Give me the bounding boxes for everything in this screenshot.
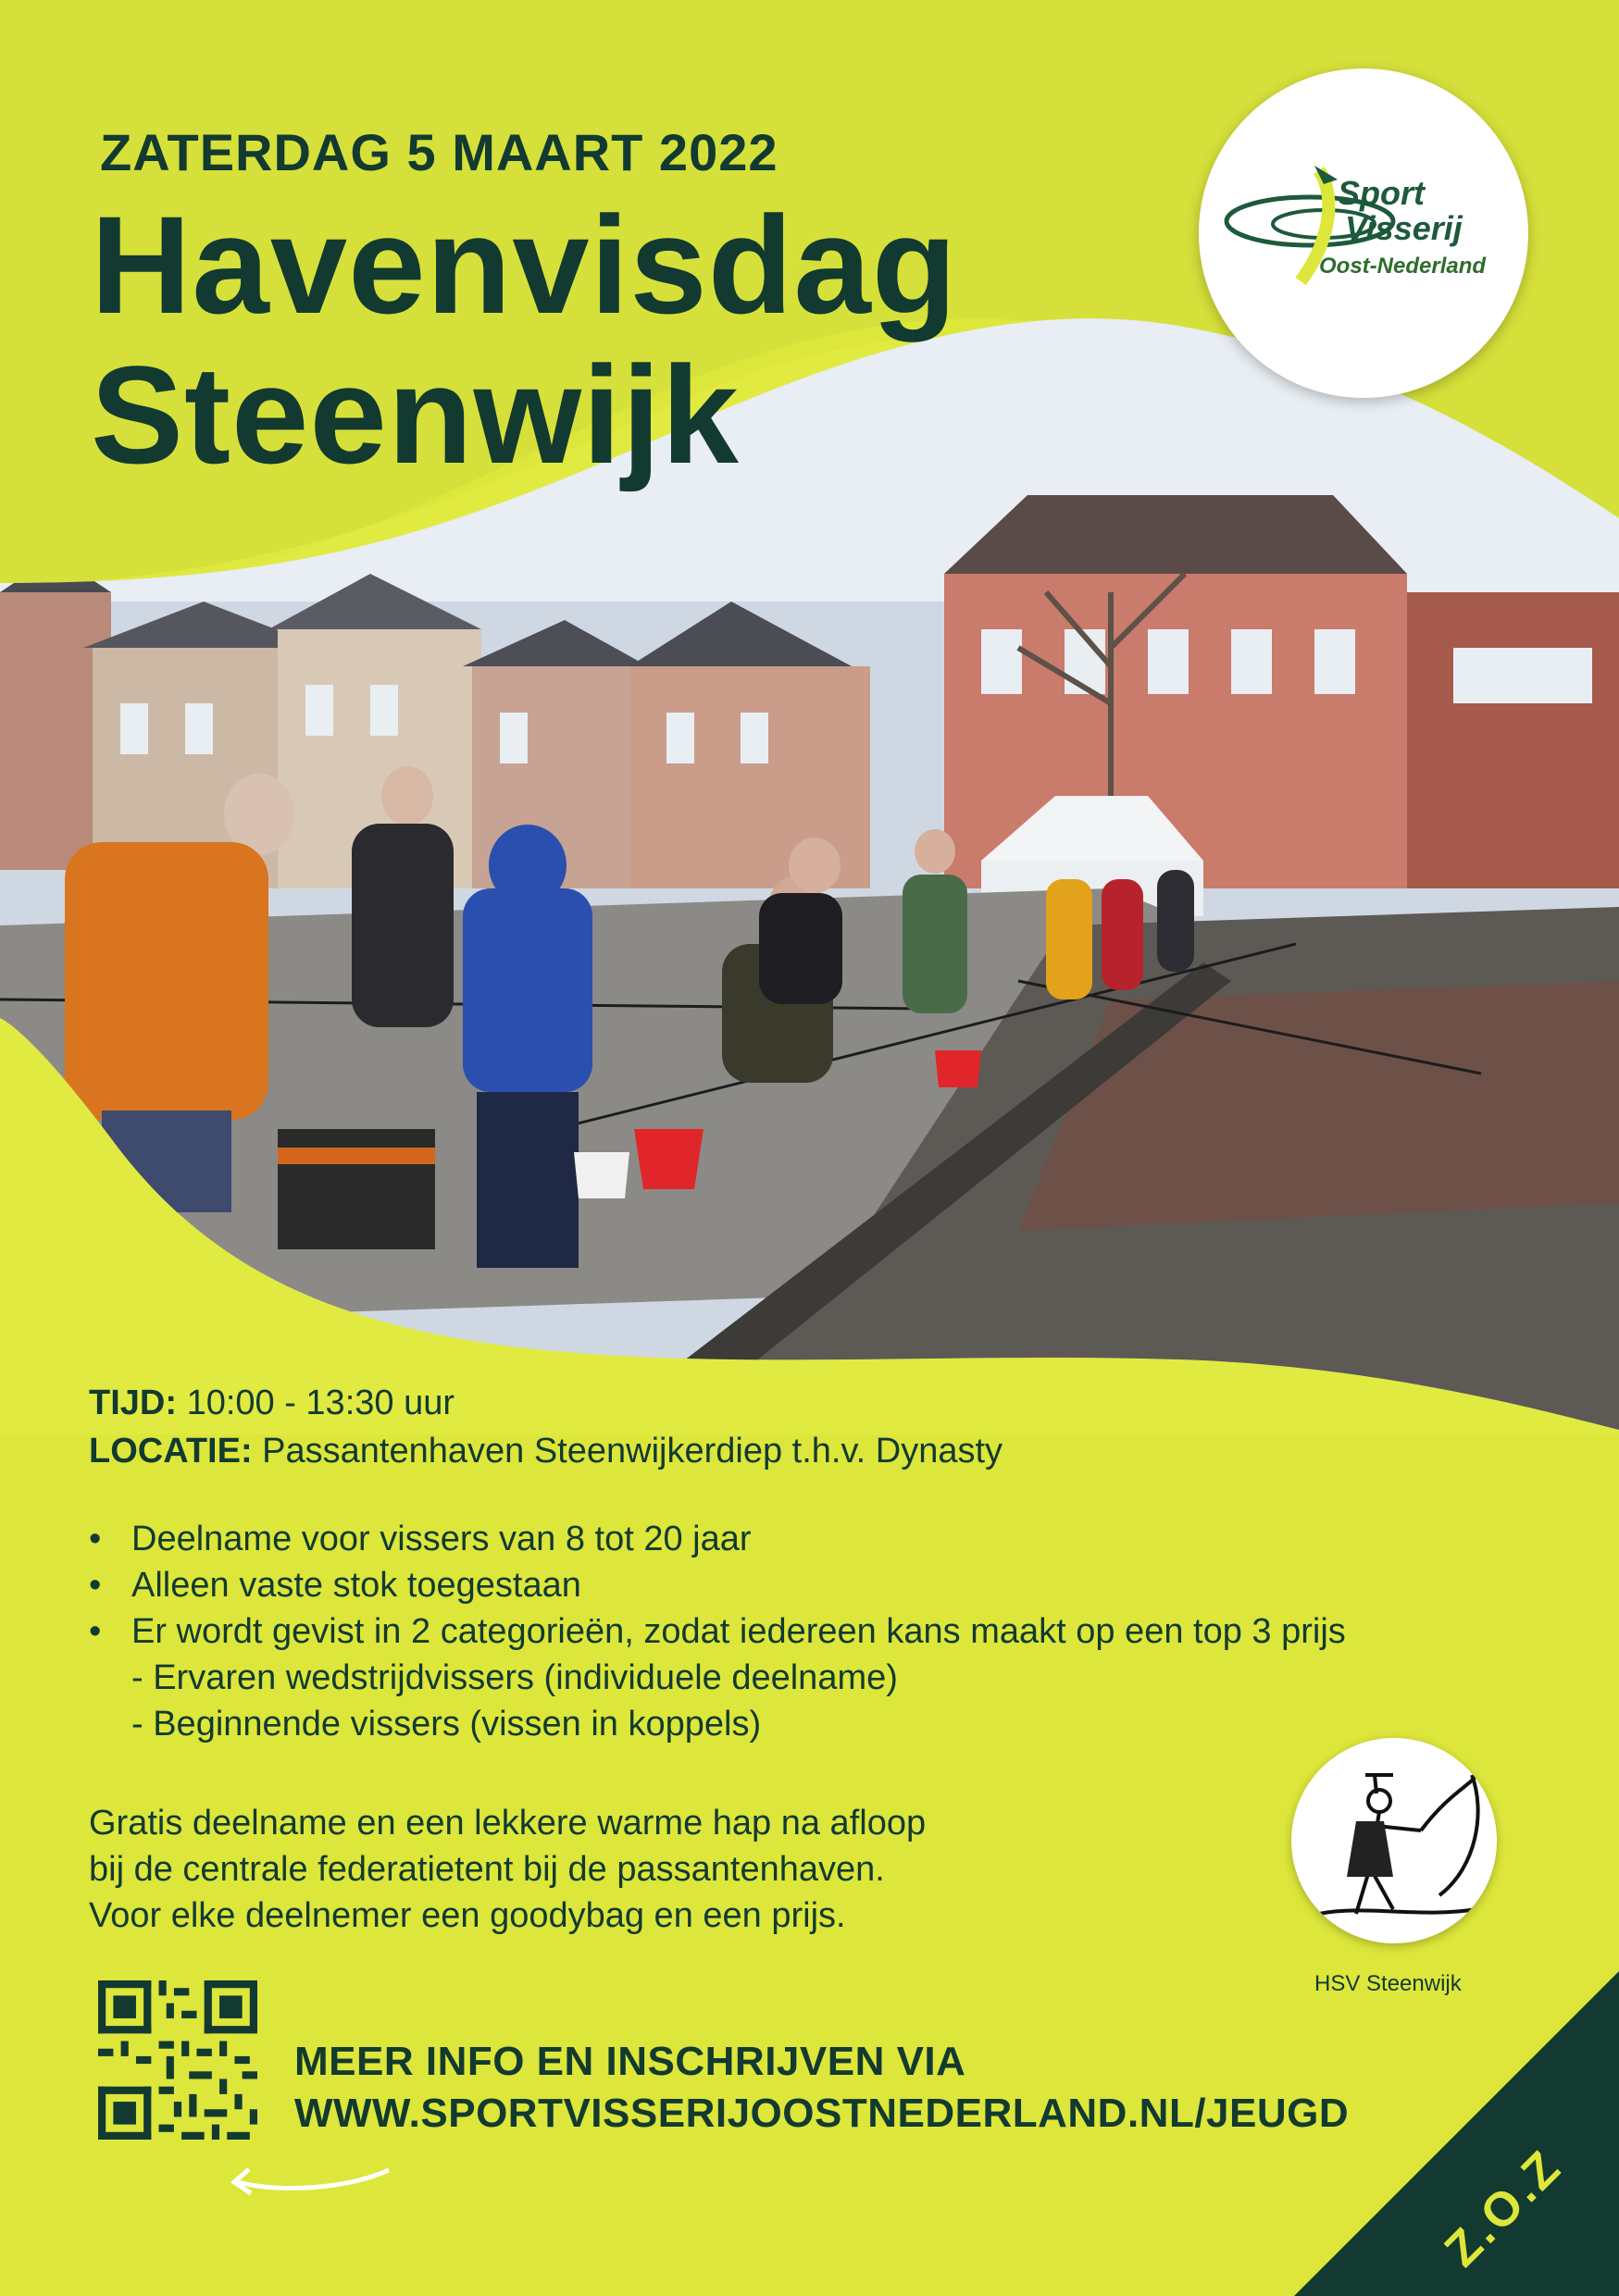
list-item: • Deelname voor vissers van 8 tot 20 jaar — [89, 1516, 1346, 1562]
list-item-text: Alleen vaste stok toegestaan — [131, 1566, 581, 1605]
location-value: Passantenhaven Steenwijkerdiep t.h.v. Dynasty — [262, 1432, 1003, 1471]
event-title-line1: Havenvisdag — [91, 187, 958, 342]
hsv-label: HSV Steenwijk — [1314, 1971, 1462, 1996]
paragraph-line: Voor elke deelnemer een goodybag en een prijs. — [89, 1896, 846, 1935]
logo-text-region: Oost-Nederland — [1319, 254, 1487, 279]
event-date: ZATERDAG 5 MAART 2022 — [100, 123, 778, 181]
cta-url-link[interactable]: WWW.SPORTVISSERIJOOSTNEDERLAND.NL/JEUGD — [294, 2091, 1350, 2136]
list-item: • Er wordt gevist in 2 categorieën, zodat iedereen kans maakt op een top 3 prijs — [89, 1608, 1346, 1655]
list-item-text: Er wordt gevist in 2 categorieën, zodat iedereen kans maakt op een top 3 prijs — [131, 1612, 1346, 1651]
sub-list-item: - Ervaren wedstrijdvissers (individuele deelname) — [131, 1658, 898, 1697]
event-title-line2: Steenwijk — [91, 337, 740, 492]
zoz-label: Z.O.Z — [1434, 2139, 1573, 2277]
logo-text-visserij: Visserij — [1345, 209, 1463, 247]
location-label: LOCATIE: — [89, 1432, 253, 1471]
sub-list-item: - Beginnende vissers (vissen in koppels) — [131, 1705, 762, 1744]
list-item: • Alleen vaste stok toegestaan — [89, 1562, 1346, 1608]
logo-text-sport: Sport — [1338, 174, 1425, 212]
time-label: TIJD: — [89, 1384, 177, 1422]
time-value: 10:00 - 13:30 uur — [186, 1384, 455, 1422]
paragraph-line: Gratis deelname en een lekkere warme hap na afloop — [89, 1804, 927, 1843]
list-item-text: Deelname voor vissers van 8 tot 20 jaar — [131, 1520, 752, 1558]
cta-line1: MEER INFO EN INSCHRIJVEN VIA — [294, 2039, 966, 2084]
paragraph-line: bij de centrale federatietent bij de passantenhaven. — [89, 1850, 885, 1889]
